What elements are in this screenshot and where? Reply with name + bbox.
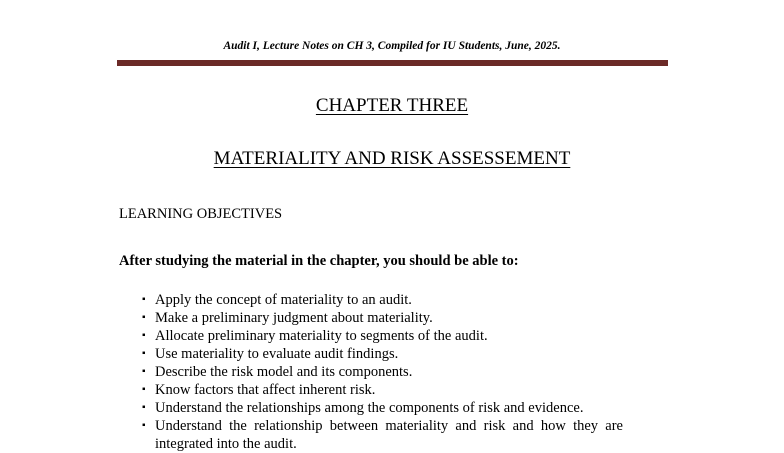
bullet-icon: ▪	[142, 330, 146, 341]
learning-objectives-heading: LEARNING OBJECTIVES	[119, 206, 283, 222]
bullet-icon: ▪	[142, 420, 146, 431]
objective-text: Make a preliminary judgment about materiality.	[155, 310, 433, 326]
objective-text: Understand the relationships among the components of risk and evidence.	[155, 400, 584, 416]
bullet-icon: ▪	[142, 294, 146, 305]
list-item	[142, 309, 623, 327]
list-item	[142, 327, 623, 345]
list-item	[142, 291, 623, 309]
objectives-list	[142, 291, 623, 453]
objective-text: Describe the risk model and its components.	[155, 364, 413, 380]
chapter-number-title: CHAPTER THREE	[315, 95, 469, 116]
list-item	[142, 345, 623, 363]
bullet-icon: ▪	[142, 366, 146, 377]
objective-text: Understand the relationship between materiality and risk and how they are integrated into the audit.	[155, 418, 623, 452]
list-item	[142, 417, 623, 453]
objectives-intro: After studying the material in the chapter, you should be able to:	[119, 253, 519, 269]
running-header: Audit I, Lecture Notes on CH 3, Compiled for IU Students, June, 2025.	[223, 40, 561, 52]
objective-text: Apply the concept of materiality to an audit.	[155, 292, 412, 308]
header-rule	[117, 60, 668, 66]
objective-text: Allocate preliminary materiality to segments of the audit.	[155, 328, 488, 344]
list-item	[142, 363, 623, 381]
chapter-title: MATERIALITY AND RISK ASSESSEMENT	[213, 148, 571, 169]
bullet-icon: ▪	[142, 402, 146, 413]
objective-text: Know factors that affect inherent risk.	[155, 382, 376, 398]
bullet-icon: ▪	[142, 312, 146, 323]
list-item	[142, 381, 623, 399]
objective-text: Use materiality to evaluate audit findings.	[155, 346, 399, 362]
bullet-icon: ▪	[142, 384, 146, 395]
list-item	[142, 399, 623, 417]
bullet-icon: ▪	[142, 348, 146, 359]
